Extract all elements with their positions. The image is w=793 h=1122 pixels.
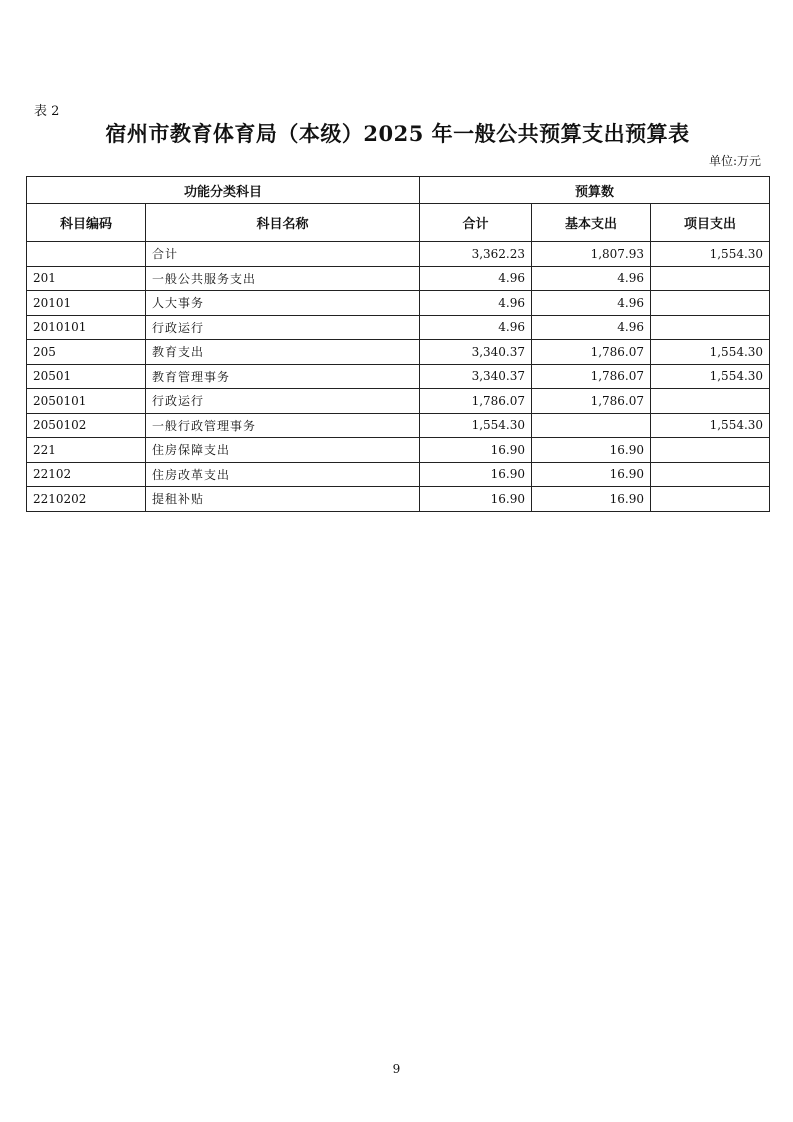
table-row [27, 413, 770, 438]
project-expense-cell [651, 487, 770, 512]
subject-name-cell: 行政运行 [146, 389, 420, 414]
page-number: 9 [392, 1062, 401, 1076]
subject-code-cell: 20501 [27, 364, 146, 389]
total-cell: 1,554.30 [420, 413, 532, 438]
page-title: 宿州市教育体育局（本级）2025 年一般公共预算支出预算表 [105, 121, 690, 146]
subject-name-cell: 行政运行 [146, 315, 420, 340]
project-expense-cell [651, 462, 770, 487]
project-expense-cell: 1,554.30 [651, 242, 770, 267]
total-cell: 3,362.23 [420, 242, 532, 267]
project-expense-cell [651, 291, 770, 316]
basic-expense-cell: 4.96 [532, 291, 651, 316]
table-body [27, 242, 770, 512]
subject-code-cell: 205 [27, 340, 146, 365]
subject-code-cell: 2010101 [27, 315, 146, 340]
header-total: 合计 [420, 204, 532, 242]
subject-code-cell: 2050101 [27, 389, 146, 414]
header-subject-code: 科目编码 [27, 204, 146, 242]
subject-code-cell: 2210202 [27, 487, 146, 512]
basic-expense-cell [532, 413, 651, 438]
budget-table [26, 176, 770, 512]
table-label: 表 2 [34, 104, 60, 119]
subject-name-cell: 一般公共服务支出 [146, 266, 420, 291]
header-project-expense: 项目支出 [651, 204, 770, 242]
basic-expense-cell: 4.96 [532, 315, 651, 340]
header-basic-expense: 基本支出 [532, 204, 651, 242]
project-expense-cell: 1,554.30 [651, 364, 770, 389]
table-row [27, 242, 770, 267]
table-row [27, 340, 770, 365]
project-expense-cell [651, 315, 770, 340]
total-cell: 16.90 [420, 438, 532, 463]
header-row-columns [27, 204, 770, 242]
subject-code-cell: 201 [27, 266, 146, 291]
total-cell: 4.96 [420, 315, 532, 340]
basic-expense-cell: 1,786.07 [532, 389, 651, 414]
table-row [27, 389, 770, 414]
header-subject-name: 科目名称 [146, 204, 420, 242]
table-row [27, 266, 770, 291]
table-row [27, 291, 770, 316]
table-row [27, 462, 770, 487]
subject-code-cell: 221 [27, 438, 146, 463]
basic-expense-cell: 16.90 [532, 438, 651, 463]
table-row [27, 487, 770, 512]
total-cell: 4.96 [420, 266, 532, 291]
subject-name-cell: 教育管理事务 [146, 364, 420, 389]
project-expense-cell: 1,554.30 [651, 340, 770, 365]
subject-code-cell [27, 242, 146, 267]
project-expense-cell [651, 438, 770, 463]
basic-expense-cell: 16.90 [532, 487, 651, 512]
header-budget-amount: 预算数 [420, 177, 770, 204]
subject-name-cell: 合计 [146, 242, 420, 267]
table-row [27, 315, 770, 340]
header-function-classification: 功能分类科目 [27, 177, 420, 204]
total-cell: 3,340.37 [420, 340, 532, 365]
basic-expense-cell: 1,786.07 [532, 364, 651, 389]
total-cell: 1,786.07 [420, 389, 532, 414]
header-row-group [27, 177, 770, 204]
project-expense-cell: 1,554.30 [651, 413, 770, 438]
subject-code-cell: 2050102 [27, 413, 146, 438]
subject-name-cell: 人大事务 [146, 291, 420, 316]
unit-label: 单位:万元 [708, 154, 761, 168]
project-expense-cell [651, 266, 770, 291]
basic-expense-cell: 4.96 [532, 266, 651, 291]
subject-name-cell: 住房改革支出 [146, 462, 420, 487]
subject-name-cell: 一般行政管理事务 [146, 413, 420, 438]
table-row [27, 438, 770, 463]
subject-code-cell: 22102 [27, 462, 146, 487]
basic-expense-cell: 1,786.07 [532, 340, 651, 365]
total-cell: 3,340.37 [420, 364, 532, 389]
project-expense-cell [651, 389, 770, 414]
total-cell: 4.96 [420, 291, 532, 316]
basic-expense-cell: 1,807.93 [532, 242, 651, 267]
total-cell: 16.90 [420, 487, 532, 512]
subject-name-cell: 教育支出 [146, 340, 420, 365]
basic-expense-cell: 16.90 [532, 462, 651, 487]
subject-code-cell: 20101 [27, 291, 146, 316]
subject-name-cell: 住房保障支出 [146, 438, 420, 463]
table-row [27, 364, 770, 389]
subject-name-cell: 提租补贴 [146, 487, 420, 512]
total-cell: 16.90 [420, 462, 532, 487]
